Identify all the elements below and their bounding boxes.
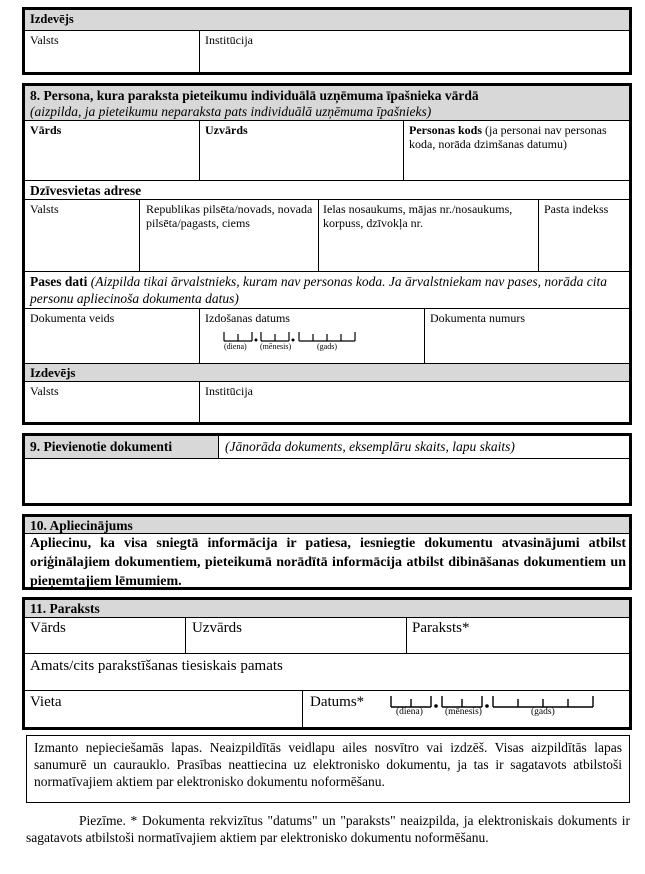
section11-box — [22, 597, 632, 730]
issuer-top-institution-field[interactable]: Institūcija — [205, 33, 253, 47]
divider — [406, 617, 407, 653]
last-name-field[interactable]: Uzvārds — [205, 123, 248, 137]
passport-note: (Aizpilda tikai ārvalstnieks, kuram nav personas koda. Ja ārvalstniekam nav pases, norāda cita personu apliecinoša dokumenta datus) — [30, 274, 608, 306]
issuer-top-title: Izdevējs — [30, 12, 74, 26]
divider — [538, 199, 539, 271]
sign-first-name-field[interactable]: Vārds — [30, 620, 66, 636]
personal-code-label: Personas kods — [409, 123, 483, 137]
declaration-text: Apliecinu, ka visa sniegtā informācija ir patiesa, iesniegtie dokumentu atvasinājumi atbilst oriģinālajiem dokumentiem, pieteikumā norādītā informācija atbilst dibināšanas dokumentiem un pieņemtajiem lēmumiem. — [30, 536, 626, 589]
divider — [25, 271, 629, 272]
section9-note: (Jānorāda dokuments, eksemplāru skaits, lapu skaits) — [225, 439, 515, 454]
residence-country-field[interactable]: Valsts — [30, 202, 59, 216]
section11-title: 11. Paraksts — [30, 601, 100, 616]
date-label: Datums* — [310, 694, 365, 710]
issue-date-day-label: (diena) — [224, 342, 247, 351]
residence-city-field[interactable]: Republikas pilsēta/novads, novada pilsēta/pagasts, ciems — [146, 202, 313, 230]
issuer-top-country-field[interactable]: Valsts — [30, 33, 59, 47]
divider — [25, 381, 629, 382]
issue-date-label: Izdošanas datums — [205, 311, 290, 325]
divider — [318, 199, 319, 271]
residence-street-field[interactable]: Ielas nosaukums, mājas nr./nosaukums, korpuss, dzīvokļa nr. — [323, 202, 513, 230]
issue-date-year-label: (gads) — [317, 342, 337, 351]
divider — [25, 308, 629, 309]
divider — [199, 30, 200, 72]
place-field[interactable]: Vieta — [30, 694, 62, 710]
sign-last-name-field[interactable]: Uzvārds — [192, 620, 242, 636]
issuer8-header — [25, 364, 629, 381]
divider — [139, 199, 140, 271]
section10-box — [22, 514, 632, 590]
issuer-top-header — [25, 10, 629, 30]
section10-title: 10. Apliecinājums — [30, 518, 133, 533]
instructions-box — [26, 735, 630, 803]
sign-date-month-label: (mēnesis) — [445, 707, 482, 717]
section8-title: 8. Persona, kura paraksta pieteikumu individuālā uzņēmuma īpašnieka vārdā — [30, 88, 479, 103]
passport-header — [30, 273, 626, 307]
footnote: Piezīme. * Dokumenta rekvizītus "datums" un "paraksts" neaizpilda, ja elektroniskais dokuments ir sagatavots atbilstoši normatīvajiem aktiem par elektronisko dokumentu noformēšanu. — [26, 813, 630, 845]
divider — [199, 120, 200, 180]
signature-field[interactable]: Paraksts* — [412, 620, 470, 636]
issue-date-input[interactable] — [222, 330, 382, 360]
sign-date-day-label: (diena) — [396, 707, 423, 717]
divider — [25, 180, 629, 181]
residence-title: Dzīvesvietas adrese — [30, 183, 142, 198]
personal-code-field[interactable] — [409, 123, 627, 151]
issuer8-institution-field[interactable]: Institūcija — [205, 384, 253, 398]
issuer8-country-field[interactable]: Valsts — [30, 384, 59, 398]
section8-box — [22, 83, 632, 425]
issuer-top-box — [22, 7, 632, 75]
divider — [199, 308, 200, 363]
issuer8-title: Izdevējs — [30, 365, 76, 380]
divider — [199, 381, 200, 422]
doc-number-field[interactable]: Dokumenta numurs — [430, 311, 525, 325]
divider — [302, 690, 303, 727]
divider — [25, 120, 629, 121]
divider — [185, 617, 186, 653]
divider — [25, 690, 629, 691]
residence-postal-field[interactable]: Pasta indekss — [544, 202, 609, 216]
issue-date-month-label: (mēnesis) — [260, 342, 292, 351]
personal-code-hint: (ja personai nav personas koda, norāda dzimšanas datumu) — [409, 123, 607, 151]
section9-box — [22, 433, 632, 506]
instructions-text: Izmanto nepieciešamās lapas. Neaizpildītās veidlapu ailes nosvītro vai izdzēš. Visas aizpildītās lapas sanumurē un caurauklo. Prasības neattiecina uz elektronisko dokumentu, ja tas ir sagatavots atbilstoši normatīvajiem aktiem par elektronisko dokumentu noformēšanu. — [34, 740, 622, 789]
position-field[interactable]: Amats/cits parakstīšanas tiesiskais pamats — [30, 658, 283, 674]
divider — [218, 436, 219, 458]
section8-subtitle: (aizpilda, ja pieteikumu neparaksta pats individuālā uzņēmuma īpašnieks) — [30, 104, 432, 119]
divider — [25, 617, 629, 618]
sign-date-boxes-graphic — [388, 693, 628, 711]
sign-date-year-label: (gads) — [531, 707, 555, 717]
section9-title: 9. Pievienotie dokumenti — [30, 439, 173, 454]
divider — [403, 120, 404, 180]
divider — [25, 653, 629, 654]
first-name-field[interactable]: Vārds — [30, 123, 62, 137]
passport-title: Pases dati — [30, 274, 88, 289]
doc-type-field[interactable]: Dokumenta veids — [30, 311, 115, 325]
attached-documents-field[interactable] — [25, 459, 629, 503]
section11-header — [25, 600, 629, 617]
sign-date-input[interactable] — [388, 693, 628, 725]
divider — [424, 308, 425, 363]
divider — [25, 30, 629, 31]
